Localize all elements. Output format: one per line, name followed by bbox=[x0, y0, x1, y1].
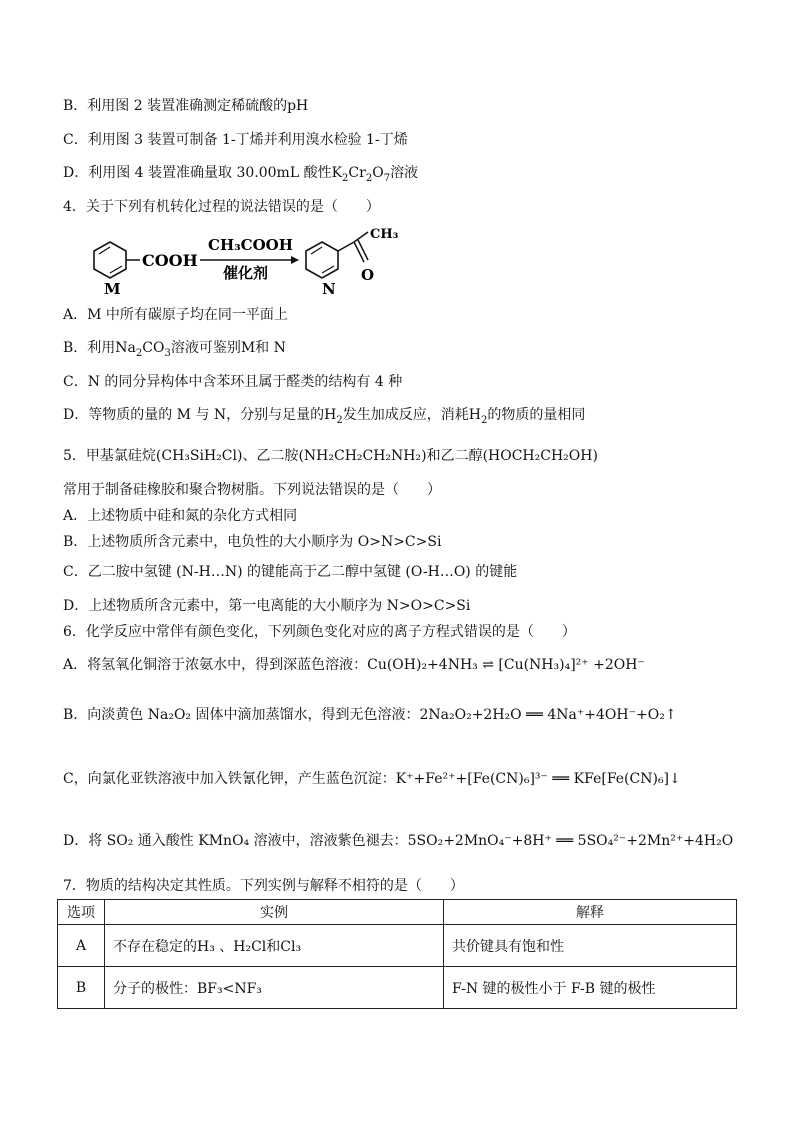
option-6b: B．向淡黄色 Na₂O₂ 固体中滴加蒸馏水，得到无色溶液：2Na₂O₂+2H₂O ══ 4Na⁺+4OH⁻+O₂↑ bbox=[63, 707, 677, 723]
label-m: M bbox=[104, 280, 121, 296]
option-4d: D．等物质的量的 M 与 N，分别与足量的$H_2$发生加成反应，消耗$H_2$的物质的量相同 bbox=[63, 407, 586, 426]
question-7: 7．物质的结构决定其性质。下列实例与解释不相符的是（ ） bbox=[63, 878, 464, 894]
option-5c: C．乙二胺中氢键 (N-H…N) 的键能高于乙二醇中氢键 (O-H…O) 的键能 bbox=[63, 564, 518, 580]
option-3b: B．利用图 2 装置准确测定稀硫酸的pH bbox=[63, 98, 309, 114]
row-example: 不存在稳定的H₃ 、H₂Cl和Cl₃ bbox=[105, 925, 444, 967]
header-explanation: 解释 bbox=[444, 900, 737, 925]
header-option: 选项 bbox=[58, 900, 105, 925]
option-5a: A．上述物质中硅和氮的杂化方式相同 bbox=[63, 508, 298, 524]
header-example: 实例 bbox=[105, 900, 444, 925]
reagent-label: CH₃COOH bbox=[208, 236, 293, 254]
oxygen-label: O bbox=[361, 266, 375, 284]
question-6: 6．化学反应中常伴有颜色变化，下列颜色变化对应的离子方程式错误的是（ ） bbox=[63, 624, 576, 640]
row-explanation: 共价键具有饱和性 bbox=[444, 925, 737, 967]
row-option: B bbox=[58, 967, 105, 1009]
option-6d: D．将 SO₂ 通入酸性 KMnO₄ 溶液中，溶液紫色褪去：5SO₂+2MnO₄⁻+8H⁺ ══ 5SO₄²⁻+2Mn²⁺+4H₂O bbox=[63, 833, 734, 849]
option-4c: C．N 的同分异构体中含苯环且属于醛类的结构有 4 种 bbox=[63, 374, 403, 390]
table-row bbox=[58, 925, 737, 967]
methyl-label: CH₃ bbox=[370, 228, 399, 242]
option-3d: D．利用图 4 装置准确量取 30.00mL 酸性$K_2Cr_2O_7$溶液 bbox=[63, 165, 419, 184]
question-5-cont: 常用于制备硅橡胶和聚合物树脂。下列说法错误的是（ ） bbox=[63, 482, 441, 498]
catalyst-label: 催化剂 bbox=[223, 264, 269, 282]
option-5d: D．上述物质所含元素中，第一电离能的大小顺序为 N>O>C>Si bbox=[63, 598, 471, 614]
question-5: 5．甲基氯硅烷(CH₃SiH₂Cl)、乙二胺(NH₂CH₂CH₂NH₂)和乙二醇(HOCH₂CH₂OH) bbox=[63, 448, 598, 464]
option-6a: A．将氢氧化铜溶于浓氨水中，得到深蓝色溶液：Cu(OH)₂+4NH₃ ⇌ [Cu(NH₃)₄]²⁺ +2OH⁻ bbox=[63, 657, 645, 673]
option-5b: B．上述物质所含元素中，电负性的大小顺序为 O>N>C>Si bbox=[63, 534, 442, 550]
label-n: N bbox=[322, 280, 336, 296]
option-3c: C．利用图 3 装置可制备 1-丁烯并利用溴水检验 1-丁烯 bbox=[63, 132, 408, 148]
row-explanation: F-N 键的极性小于 F-B 键的极性 bbox=[444, 967, 737, 1009]
option-6c: C，向氯化亚铁溶液中加入铁氰化钾，产生蓝色沉淀：K⁺+Fe²⁺+[Fe(CN)₆]³⁻ ══ KFe[Fe(CN)₆]↓ bbox=[63, 771, 681, 787]
question-4: 4．关于下列有机转化过程的说法错误的是（ ） bbox=[63, 199, 380, 215]
cooh-group: COOH bbox=[142, 251, 198, 270]
row-example: 分子的极性：BF₃<NF₃ bbox=[105, 967, 444, 1009]
reaction-scheme bbox=[88, 228, 408, 296]
comparison-table bbox=[57, 899, 737, 1009]
option-4a: A．M 中所有碳原子均在同一平面上 bbox=[63, 307, 288, 323]
row-option: A bbox=[58, 925, 105, 967]
option-4b: B．利用$Na_2CO_3$溶液可鉴别M和 N bbox=[63, 340, 286, 359]
table-row bbox=[58, 967, 737, 1009]
table-header-row bbox=[58, 900, 737, 925]
